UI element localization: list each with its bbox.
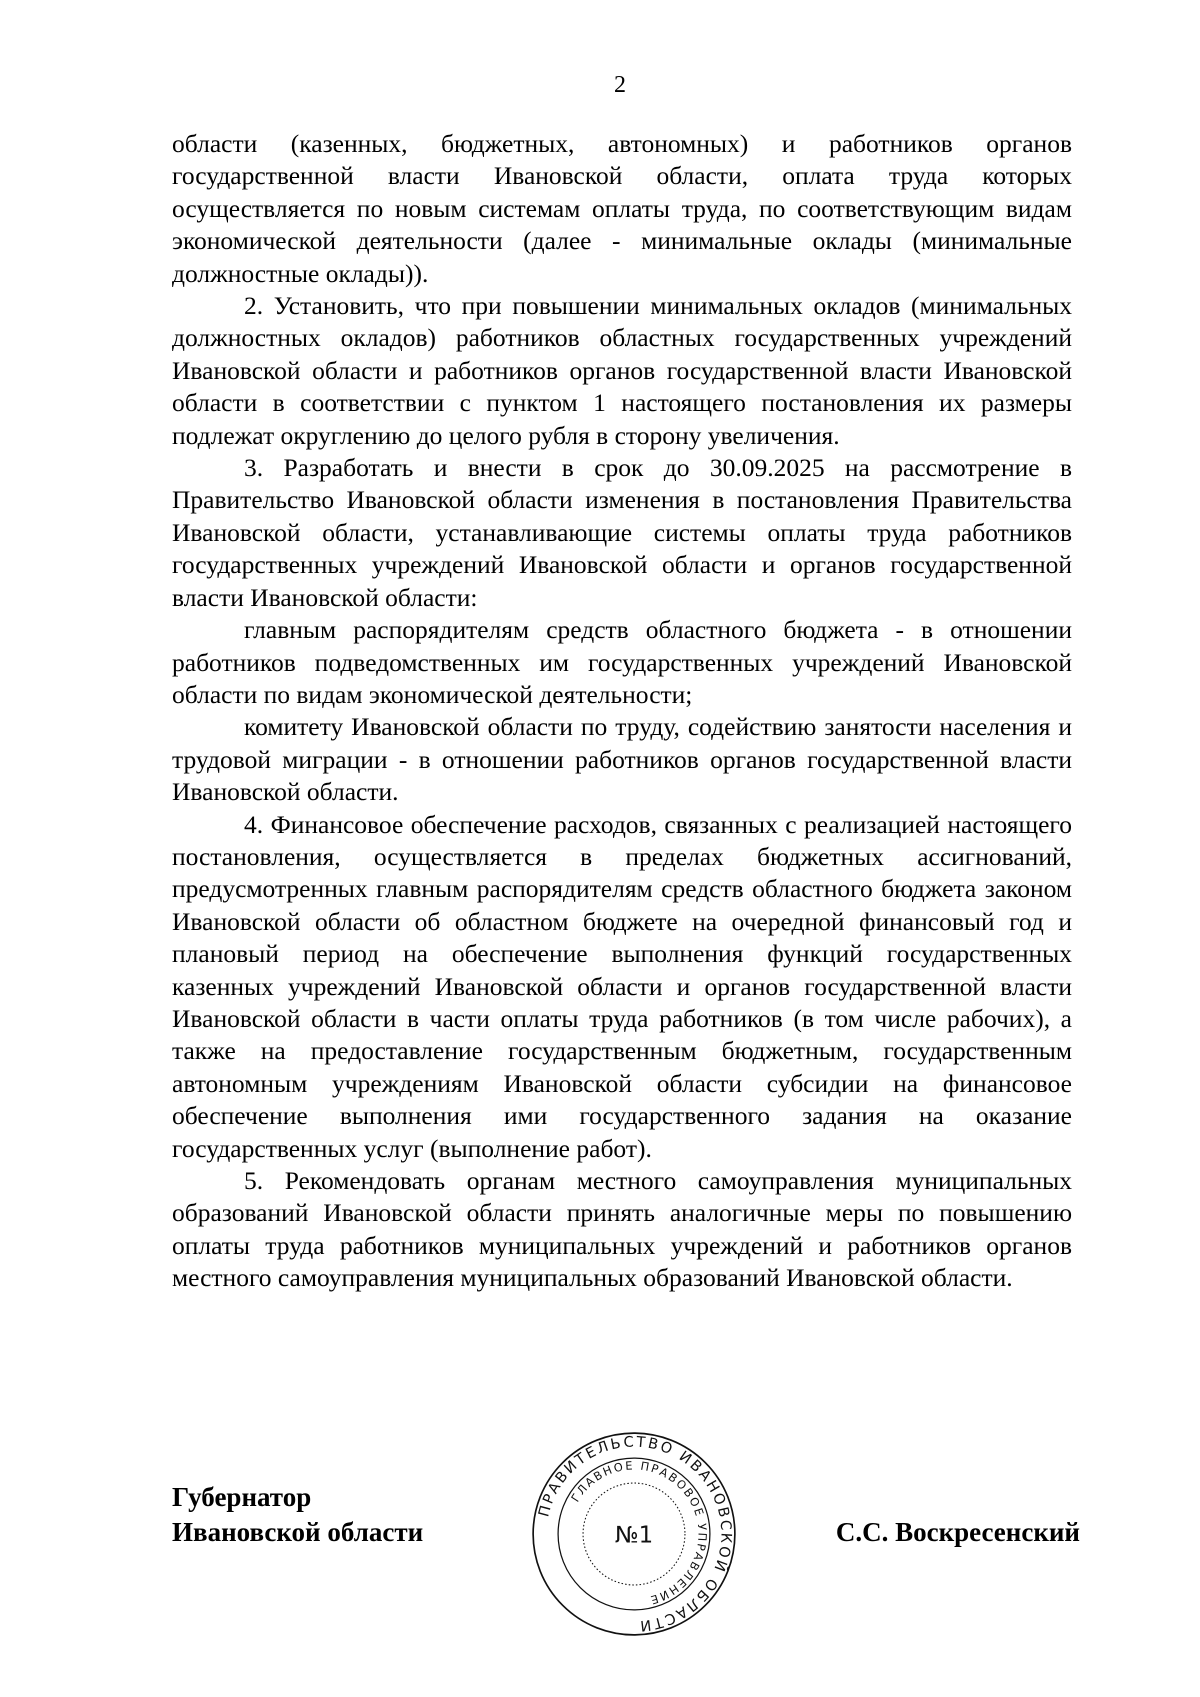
stamp-number: №1 <box>614 1522 654 1549</box>
stamp-inner-text: ГЛАВНОЕ ПРАВОВОЕ УПРАВЛЕНИЕ <box>568 1458 710 1608</box>
page-number: 2 <box>614 72 626 98</box>
paragraph-continuation: области (казенных, бюджетных, автономных) и работников органов государственной власти Ивановской области, оплата труда которых осуществляется по новым системам оплаты труда, по соответствующим видам экономической деятельности (далее - минимальные оклады (минимальные должностные оклады)). <box>172 129 1072 288</box>
signatory-title <box>172 1480 423 1550</box>
paragraph-item-3: 3. Разработать и внести в срок до 30.09.2025 на рассмотрение в Правительство Ивановской области изменения в постановления Правительства Ивановской области, устанавливающие системы оплаты труда работников государственных учреждений Ивановской области и органов государственной власти Ивановской области: <box>172 453 1072 612</box>
signatory-name: С.С. Воскресенский <box>835 1517 1080 1547</box>
signatory-title-line-1: Губернатор <box>172 1482 312 1512</box>
paragraph-item-3-sub-1: главным распорядителям средств областного бюджета - в отношении работников подведомственных им государственных учреждений Ивановской области по видам экономической деятельности; <box>172 615 1072 709</box>
stamp-outer-text: ПРАВИТЕЛЬСТВО ИВАНОВСКОЙ ОБЛАСТИ <box>535 1433 735 1635</box>
paragraph-item-2: 2. Установить, что при повышении минимальных окладов (минимальных должностных окладов) работников областных государственных учреждений Ивановской области и работников органов государственной власти Ивановской области в соответствии с пунктом 1 настоящего постановления их размеры подлежат округлению до целого рубля в сторону увеличения. <box>172 291 1072 450</box>
paragraph-item-4: 4. Финансовое обеспечение расходов, связанных с реализацией настоящего постановления, осуществляется в пределах бюджетных ассигнований, предусмотренных главным распорядителям средств областного бюджета законом Ивановской области об областном бюджете на очередной финансовый год и плановый период на обеспечение выполнения функций государственных казенных учреждений Ивановской области и органов государственной власти Ивановской области в части оплаты труда работников (в том числе рабочих), а также на предоставление государственным бюджетным, государственным автономным учреждениям Ивановской области субсидии на финансовое обеспечение выполнения ими государственного задания на оказание государственных услуг (выполнение работ). <box>172 809 1072 1163</box>
signatory-title-line-2: Ивановской области <box>172 1517 424 1547</box>
official-stamp <box>530 1430 738 1638</box>
document-body <box>172 128 1072 1295</box>
paragraph-item-5: 5. Рекомендовать органам местного самоуправления муниципальных образований Ивановской области принять аналогичные меры по повышению оплаты труда работников муниципальных учреждений и работников органов местного самоуправления муниципальных образований Ивановской области. <box>172 1166 1072 1293</box>
paragraph-item-3-sub-2: комитету Ивановской области по труду, содействию занятости населения и трудовой миграции - в отношении работников органов государственной власти Ивановской области. <box>172 712 1072 807</box>
